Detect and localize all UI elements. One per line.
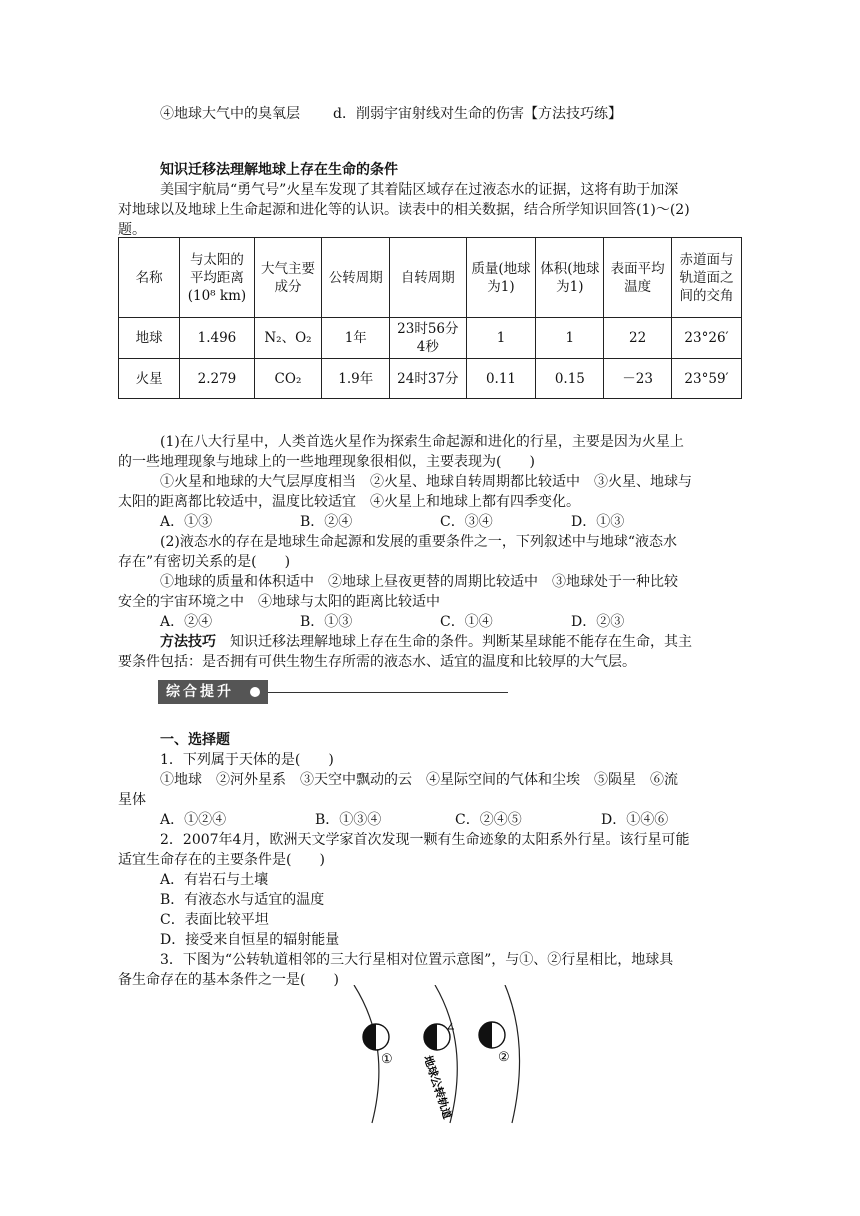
header-cell: 大气主要成分 (254, 238, 322, 318)
table-cell: －23 (604, 359, 672, 399)
table-cell: 火星 (119, 359, 180, 399)
orbit-label: 地球公转轨道 (421, 1053, 454, 1121)
e1-option-b: B．①③④ (315, 812, 382, 828)
planet-data-table (118, 237, 742, 399)
q2-items-2: 安全的宇宙环境之中 ④地球与太阳的距离比较适中 (118, 594, 440, 610)
section-banner (158, 680, 508, 704)
prev-item-4: ④地球大气中的臭氧层 (160, 106, 300, 122)
tip-line-1 (160, 632, 692, 652)
q2-option-a: A．②④ (160, 614, 213, 630)
q1-items-1: ①火星和地球的大气层厚度相当 ②火星、地球自转周期都比较适中 ③火星、地球与 (160, 474, 692, 490)
e1-items-1: ①地球 ②河外星系 ③天空中飘动的云 ④星际空间的气体和尘埃 ⑤陨星 ⑥流 (160, 772, 678, 788)
table-cell: 1年 (322, 318, 390, 359)
q1-option-a: A．①③ (160, 514, 213, 530)
earth-icon (424, 1024, 450, 1050)
table-cell: CO₂ (254, 359, 322, 399)
q1-stem-2: 的一些地理现象与地球上的一些地理现象很相似，主要表现为( ) (118, 454, 535, 470)
intro-line-1: 美国宇航局“勇气号”火星车发现了其着陆区域存在过液态水的证据，这将有助于加深 (160, 182, 679, 198)
table-cell: 23°59′ (672, 359, 742, 399)
e2-option-c: C．表面比较平坦 (160, 912, 269, 928)
q2-option-c: C．①④ (440, 614, 493, 630)
planet-1-label: ① (381, 1052, 393, 1067)
q2-option-b: B．①③ (300, 614, 353, 630)
q1-option-c: C．③④ (440, 514, 493, 530)
e2-option-a: A．有岩石与土壤 (160, 872, 269, 888)
e1-option-a: A．①②④ (160, 812, 227, 828)
table-cell: 1 (466, 318, 536, 359)
tip-label: 方法技巧 (160, 634, 216, 650)
header-cell: 名称 (119, 238, 180, 318)
e2-option-d: D．接受来自恒星的辐射能量 (160, 932, 340, 948)
e1-option-d: D．①④⑥ (601, 812, 669, 828)
section-title: 一、选择题 (160, 732, 230, 748)
header-cell: 自转周期 (390, 238, 466, 318)
q2-option-d: D．②③ (571, 614, 625, 630)
table-cell: 1.9年 (322, 359, 390, 399)
banner-dot-icon (250, 687, 260, 697)
table-cell: 23时56分4秒 (390, 318, 466, 359)
table-cell: 1 (536, 318, 604, 359)
header-cell: 与太阳的平均距离(10⁸ km) (180, 238, 254, 318)
banner-label: 综合提升 (158, 680, 268, 704)
q2-stem-2: 存在”有密切关系的是( ) (118, 554, 291, 570)
table-cell: 24时37分 (390, 359, 466, 399)
table-cell: N₂、O₂ (254, 318, 322, 359)
banner-divider (268, 692, 508, 693)
table-cell: 1.496 (180, 318, 254, 359)
table-cell: 0.11 (466, 359, 536, 399)
header-cell: 体积(地球为1) (536, 238, 604, 318)
table-cell: 22 (604, 318, 672, 359)
q2-stem-1: (2)液态水的存在是地球生命起源和发展的重要条件之一，下列叙述中与地球“液态水 (160, 534, 677, 550)
table-header-row (119, 238, 742, 318)
orbit-arc-1 (354, 985, 379, 1123)
e2-stem-1: 2．2007年4月，欧洲天文学家首次发现一颗有生命迹象的太阳系外行星。该行星可能 (160, 832, 690, 848)
header-cell: 表面平均温度 (604, 238, 672, 318)
e2-option-b: B．有液态水与适宜的温度 (160, 892, 325, 908)
table-cell: 2.279 (180, 359, 254, 399)
q1-items-2: 太阳的距离都比较适中，温度比较适宜 ④火星上和地球上都有四季变化。 (118, 494, 580, 510)
e1-option-c: C．②④⑤ (455, 812, 522, 828)
e2-stem-2: 适宜生命存在的主要条件是( ) (118, 852, 325, 868)
table-cell: 地球 (119, 318, 180, 359)
q1-option-b: B．②④ (300, 514, 353, 530)
header-cell: 公转周期 (322, 238, 390, 318)
orbit-diagram (340, 985, 540, 1125)
e3-stem-1: 3．下图为“公转轨道相邻的三大行星相对位置示意图”，与①、②行星相比，地球具 (160, 952, 674, 968)
tip-line-2: 要条件包括：是否拥有可供生物生存所需的液态水、适宜的温度和比较厚的大气层。 (118, 654, 636, 670)
planet-2-label: ② (498, 1050, 510, 1065)
table-cell: 23°26′ (672, 318, 742, 359)
method-heading: 知识迁移法理解地球上存在生命的条件 (160, 162, 398, 178)
intro-line-2: 对地球以及地球上生命起源和进化等的认识。读表中的相关数据，结合所学知识回答(1)～(2) (118, 202, 690, 218)
q1-stem-1: (1)在八大行星中，人类首选火星作为探索生命起源和进化的行星，主要是因为火星上 (160, 434, 684, 450)
header-cell: 质量(地球为1) (466, 238, 536, 318)
intro-line-3: 题。 (118, 222, 146, 238)
tip-text: 知识迁移法理解地球上存在生命的条件。判断某星球能不能存在生命，其主 (216, 634, 692, 650)
header-cell: 赤道面与轨道面之间的交角 (672, 238, 742, 318)
e1-items-2: 星体 (118, 792, 146, 808)
table-row (119, 359, 742, 399)
prev-option-d: d．削弱宇宙射线对生命的伤害【方法技巧练】 (333, 106, 622, 122)
table-row (119, 318, 742, 359)
q1-option-d: D．①③ (571, 514, 625, 530)
table-cell: 0.15 (536, 359, 604, 399)
planet-2-icon (479, 1022, 505, 1048)
e1-stem: 1．下列属于天体的是( ) (160, 752, 334, 768)
planet-1-icon (363, 1024, 389, 1050)
q2-items-1: ①地球的质量和体积适中 ②地球上昼夜更替的周期比较适中 ③地球处于一种比较 (160, 574, 678, 590)
e3-stem-2: 备生命存在的基本条件之一是( ) (118, 972, 339, 988)
